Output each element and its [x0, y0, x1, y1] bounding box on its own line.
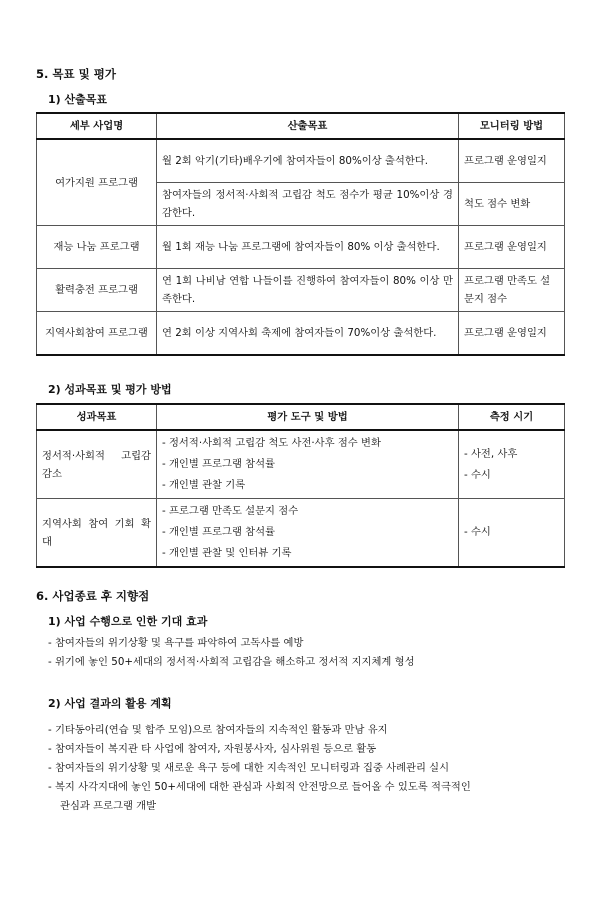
header-tools: 평가 도구 및 방법 — [157, 404, 459, 430]
table-header-row — [37, 113, 565, 139]
goal-cell: 연 1회 나비남 연합 나들이를 진행하여 참여자들이 80% 이상 만족한다. — [157, 269, 459, 312]
outcome-goal-cell: 정서적·사회적 고립감 감소 — [37, 430, 157, 499]
goal-cell: 연 2회 이상 지역사회 축제에 참여자들이 70%이상 출석한다. — [157, 312, 459, 356]
list-item: - 기타동아리(연습 및 합주 모임)으로 참여자들의 지속적인 활동과 만남 유지 — [48, 724, 388, 736]
method-cell: 프로그램 운영일지 — [459, 139, 565, 183]
timing-item: - 수시 — [464, 526, 491, 538]
goal-cell: 참여자들의 정서적·사회적 고립감 척도 점수가 평균 10%이상 경감한다. — [157, 183, 459, 226]
section6-sub2-title: 2) 사업 결과의 활용 계획 — [48, 697, 172, 710]
list-item: - 참여자들이 복지관 타 사업에 참여자, 자원봉사자, 심사위원 등으로 활동 — [48, 743, 377, 755]
header-monitoring: 모니터링 방법 — [459, 113, 565, 139]
tools-cell — [157, 430, 459, 499]
table-row — [37, 312, 565, 356]
table-row — [37, 139, 565, 183]
list-item: - 참여자들의 위기상황 및 새로운 욕구 등에 대한 지속적인 모니터링과 집중 사례관리 실시 — [48, 762, 450, 774]
list-item-continuation: 관심과 프로그램 개발 — [60, 800, 157, 812]
table-row — [37, 499, 565, 568]
table-header-row — [37, 404, 565, 430]
tool-item: - 개인별 프로그램 참석률 — [162, 458, 276, 470]
program-name-cell: 활력충전 프로그램 — [37, 269, 157, 312]
tool-item: - 개인별 관찰 기록 — [162, 479, 246, 491]
output-goals-table — [36, 112, 565, 356]
section6-sub1-title: 1) 사업 수행으로 인한 기대 효과 — [48, 615, 208, 628]
program-name-cell: 여가지원 프로그램 — [37, 139, 157, 226]
timing-item: - 수시 — [464, 468, 491, 481]
method-cell: 프로그램 만족도 설문지 점수 — [459, 269, 565, 312]
list-item: - 위기에 놓인 50+세대의 정서적·사회적 고립감을 해소하고 정서적 지지체계 형성 — [48, 656, 415, 668]
timing-cell — [459, 430, 565, 499]
list-item: - 참여자들의 위기상황 및 욕구를 파악하여 고독사를 예방 — [48, 637, 304, 649]
method-cell: 프로그램 운영일지 — [459, 312, 565, 356]
tool-item: - 개인별 관찰 및 인터뷰 기록 — [162, 547, 292, 559]
outcome-goals-table — [36, 403, 565, 568]
tools-cell — [157, 499, 459, 568]
section5-sub1-title: 1) 산출목표 — [48, 93, 108, 106]
tool-item: - 정서적·사회적 고립감 척도 사전·사후 점수 변화 — [162, 437, 381, 449]
program-name-cell: 재능 나눔 프로그램 — [37, 226, 157, 269]
method-cell: 프로그램 운영일지 — [459, 226, 565, 269]
program-name-cell: 지역사회참여 프로그램 — [37, 312, 157, 356]
table-row — [37, 430, 565, 499]
list-item: - 복지 사각지대에 놓인 50+세대에 대한 관심과 사회적 안전망으로 들어올 수 있도록 적극적인 — [48, 781, 471, 793]
tool-item: - 개인별 프로그램 참석률 — [162, 526, 276, 538]
effects-list — [48, 634, 568, 672]
section5-title: 5. 목표 및 평가 — [36, 67, 116, 81]
timing-cell — [459, 499, 565, 568]
goal-cell: 월 2회 악기(기타)배우기에 참여자들이 80%이상 출석한다. — [157, 139, 459, 183]
section6-title: 6. 사업종료 후 지향점 — [36, 589, 150, 603]
plans-list — [48, 721, 568, 816]
goal-cell: 월 1회 재능 나눔 프로그램에 참여자들이 80% 이상 출석한다. — [157, 226, 459, 269]
header-output-goal: 산출목표 — [157, 113, 459, 139]
header-outcome-goal: 성과목표 — [37, 404, 157, 430]
table-row — [37, 269, 565, 312]
timing-item: - 사전, 사후 — [464, 447, 518, 460]
header-timing: 측정 시기 — [459, 404, 565, 430]
tool-item: - 프로그램 만족도 설문지 점수 — [162, 505, 299, 517]
method-cell: 척도 점수 변화 — [459, 183, 565, 226]
table-row — [37, 226, 565, 269]
header-program-name: 세부 사업명 — [37, 113, 157, 139]
section5-sub2-title: 2) 성과목표 및 평가 방법 — [48, 383, 172, 396]
outcome-goal-cell: 지역사회 참여 기회 확대 — [37, 499, 157, 568]
